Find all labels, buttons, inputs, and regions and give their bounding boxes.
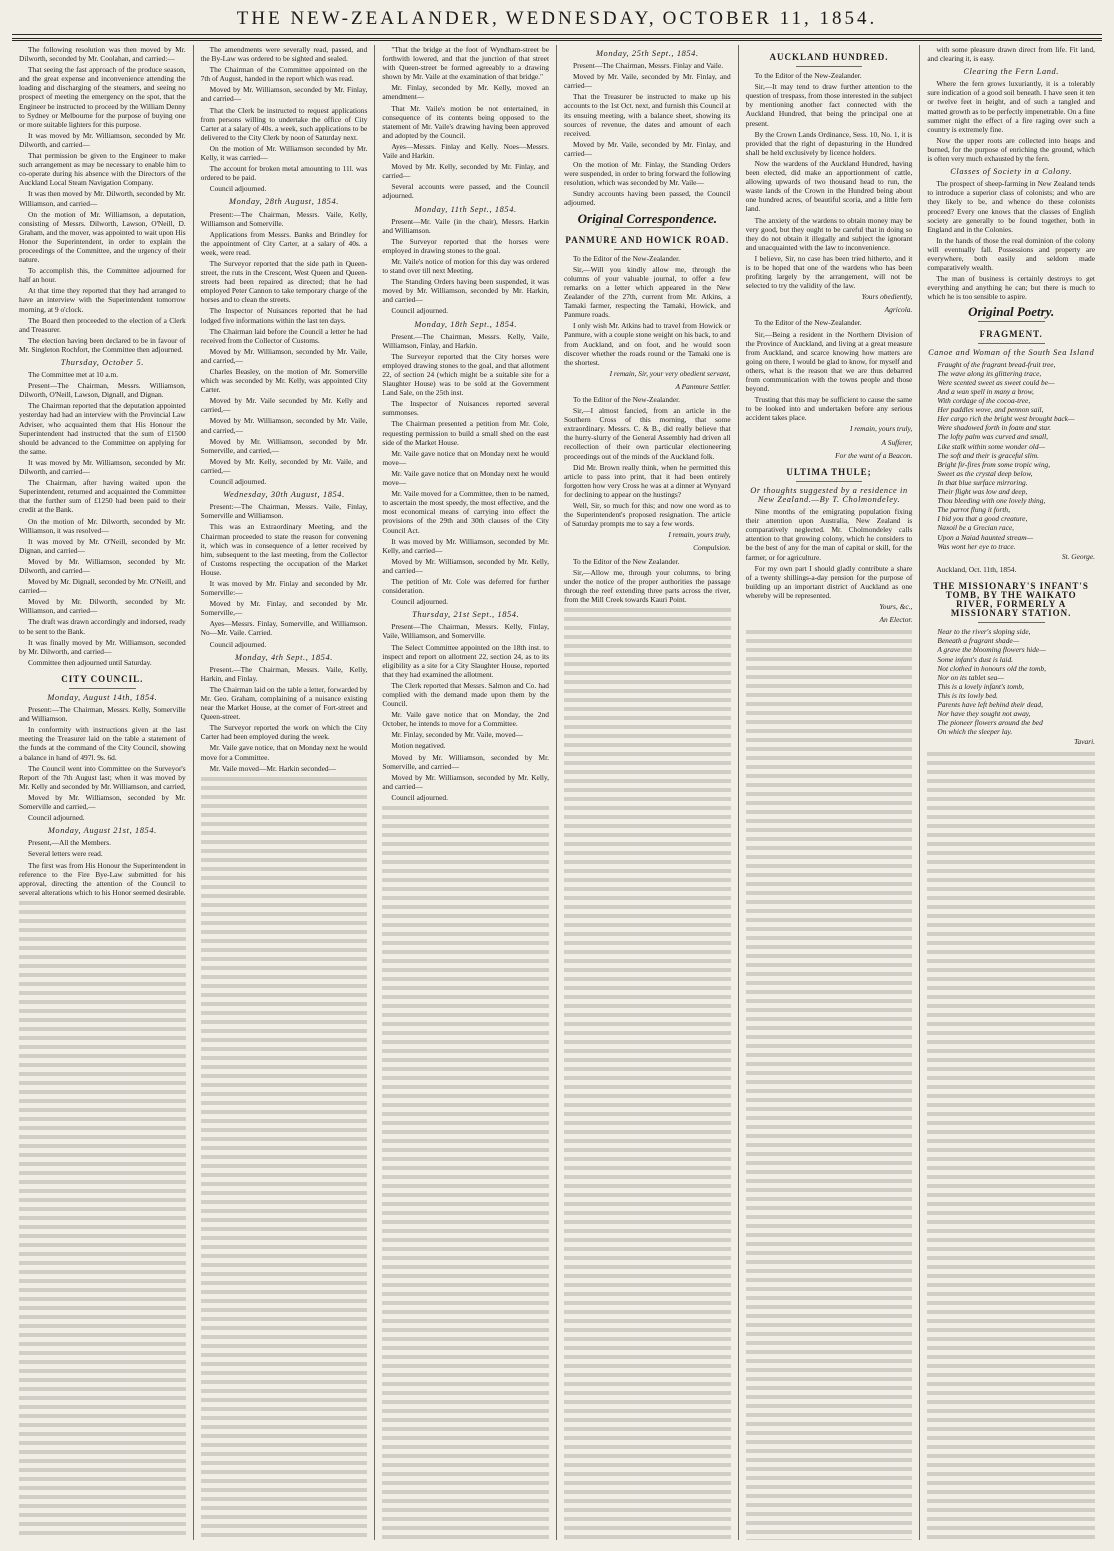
section-heading: THE MISSIONARY'S INFANT'S TOMB, BY THE WAIKATO RIVER, FORMERLY A MISSIONARY STATION. xyxy=(933,580,1089,619)
paragraph: To the Editor of the New-Zealander. xyxy=(754,318,862,328)
body-text-lines xyxy=(746,628,913,1540)
signature: A Panmure Settler. xyxy=(675,381,731,391)
signature: Yours, &c., xyxy=(879,601,913,611)
column-3 xyxy=(375,45,557,1540)
signature: Tavari. xyxy=(1074,737,1095,747)
paragraph: The Inspector of Nuisances reported several summonses. xyxy=(382,399,549,418)
paragraph: Moved by Mr. Kelly, seconded by Mr. Finlay, and carried— xyxy=(382,162,549,181)
dateline: Thursday, October 5. xyxy=(60,358,144,367)
poem-line: Naxoil be a Grecian race, xyxy=(937,523,1015,533)
poem-line: Their flight was low and deep, xyxy=(937,487,1028,497)
paragraph: The Chairman presented a petition from Mr. Cole, requesting permission to build a small shed on the east side of the Market House. xyxy=(382,419,549,447)
paragraph: To the Editor of the New-Zealander. xyxy=(754,71,862,81)
paragraph: Sir,—Will you kindly allow me, through the columns of your valuable journal, to offer a few remarks on a letter which appeared in the New Zealander of the 27th, current from Mr. Atkins, a Tamaki farmer, respecting the Tamaki, Howick, and Panmure roads. xyxy=(564,264,731,320)
paragraph: Nine months of the emigrating population fixing their attention upon Australia, New Zealand is comparatively neglected. Mr. Cholmondeley calls attention to that growing colony, which he considers to be the best of any for the man of capital or skill, for the farmer, or for agriculture. xyxy=(745,507,913,562)
section-rule xyxy=(614,249,681,250)
poem-line: And a wan spell in many a brow, xyxy=(937,387,1034,396)
poem-line: The parrot flung it forth, xyxy=(937,505,1010,515)
paragraph: The Surveyor reported that the side path in Queen-street, the ruts in the Crescent, West Queen and Queen-streets had been repaired as directed; that he had employed Peter Cannon to take temporary charge of the horses and to clean the streets. xyxy=(200,258,368,305)
dateline: Canoe and Woman of the South Sea Island xyxy=(928,347,1095,357)
dateline: Wednesday, 30th August, 1854. xyxy=(223,490,345,500)
paragraph: Council adjourned. xyxy=(391,306,448,316)
signature: I remain, yours truly, xyxy=(849,424,913,434)
paragraph: with some pleasure drawn direct from life. Fit land, and clearing it, is easy. xyxy=(927,45,1095,64)
paragraph: For my own part I should gladly contribute a share of a twenty shillings-a-day pension for the purpose of building up an important district of Auckland as one whereby will be represented. xyxy=(745,563,913,600)
section-rule xyxy=(978,321,1045,322)
paragraph: Trusting that this may be sufficient to cause the same to be looked into and undertaken before any serious accident takes place. xyxy=(745,395,913,423)
paragraph: Moved by Mr. Vaile, seconded by Mr. Finlay, and carried— xyxy=(564,139,731,158)
masthead-double-rule xyxy=(12,38,1102,41)
signature: For the want of a Beacon. xyxy=(835,450,913,460)
paragraph: The account for broken metal amounting to 11l. was ordered to be paid. xyxy=(200,164,368,183)
columns xyxy=(12,45,1102,1540)
dateline: Monday, August 14th, 1854. xyxy=(47,693,158,702)
paragraph: Several accounts were passed, and the Council adjourned. xyxy=(382,182,549,201)
signature: I remain, yours truly, xyxy=(668,530,731,540)
paragraph: That the Clerk be instructed to request applications from persons willing to undertake the office of City Carter at a salary of 40s. a week, such applications to be delivered to the City Clerk by noon of Saturday next. xyxy=(200,105,368,142)
paragraph: The man of business is certainly destroys to get everything and anything he can; but there is much to which he is too sensible to aspire. xyxy=(927,274,1095,302)
paragraph: Ayes—Messrs. Finlay, Somerville, and Williamson. No—Mr. Vaile. Carried. xyxy=(200,619,368,638)
paragraph: It was moved by Mr. Williamson, seconded by Mr. Dilworth, and carried— xyxy=(19,130,186,149)
paragraph: Present:—The Chairman, Messrs. Vaile, Kelly, Williamson and Somerville. xyxy=(200,209,368,228)
paragraph: This was an Extraordinary Meeting, and the Chairman proceeded to state the reason for convening it, which was in consequence of a letter received by him, subsequent to the last meeting, from the Collector of Customs respecting the occupation of the Market House. xyxy=(200,522,368,577)
paragraph: The petition of Mr. Cole was deferred for further consideration. xyxy=(382,576,549,596)
paragraph: Council adjourned. xyxy=(391,597,448,607)
body-text-lines xyxy=(19,899,186,1540)
paragraph: It was then moved by Mr. Dilworth, seconded by Mr. Williamson, and carried— xyxy=(19,189,186,208)
paragraph: Present—The Chairman, Messrs. Finlay and Vaile. xyxy=(573,61,724,71)
column-5 xyxy=(739,45,921,1540)
section-rule xyxy=(69,688,136,689)
signature: Agricola. xyxy=(884,305,913,315)
poem-stanza xyxy=(927,360,1095,551)
paragraph: In the hands of those the real dominion of the colony will eventually fall. Possessions and property are everywhere, both easily and seldom made comparatively wealth. xyxy=(927,235,1095,273)
signature: St. George. xyxy=(1061,551,1095,561)
poem-line: Like stalk within some wonder old— xyxy=(937,441,1046,451)
paragraph: Mr. Finlay, seconded by Mr. Kelly, moved an amendment— xyxy=(382,83,549,102)
paragraph: The Council went into Committee on the Surveyor's Report of the 7th August last; when it was moved by Mr. Kelly and seconded by Mr. Williamson, and carried, xyxy=(19,763,186,791)
paragraph: That permission be given to the Engineer to make such arrangement as may be necessary to enable him to co-operate during his absence with the Directors of the Auckland Local Steam Navigation Company. xyxy=(19,151,186,188)
paragraph: Moved by Mr. Finlay, and seconded by Mr. Somerville,— xyxy=(200,599,368,618)
dateline: Or thoughts suggested by a residence in New Zealand.—By T. Cholmondeley. xyxy=(750,485,908,504)
poem-line: Not clothed in honours old the tomb, xyxy=(937,663,1046,673)
section-banner: Original Poetry. xyxy=(968,304,1055,320)
paragraph: Council adjourned. xyxy=(209,184,267,194)
section-rule xyxy=(796,481,863,482)
paragraph: Committee then adjourned until Saturday. xyxy=(28,657,152,667)
body-text-lines xyxy=(201,775,368,1540)
paragraph: Well, Sir, so much for this; and now one word as to the Superintendent's proposed resignation. The article of Saturday prompts me to say a few words. xyxy=(564,501,731,529)
paragraph: The Chairman, after having waited upon the Superintendent, returned and acquainted the Committee that the further sum of £1250 had been paid to their credit at the Bank. xyxy=(19,478,186,515)
paragraph: Moved by Mr. Vaile seconded by Mr. Kelly and carried,— xyxy=(200,396,368,415)
column-4 xyxy=(557,45,739,1540)
paragraph: The amendments were severally read, passed, and the By-Law was ordered to be sighted and sealed. xyxy=(200,45,368,64)
paragraph: The Committee met at 10 a.m. xyxy=(28,370,119,380)
poem-line: This is a lovely infant's tomb, xyxy=(937,681,1024,691)
paragraph: Several letters were read. xyxy=(28,849,103,859)
poem-line: Thou bleeding with one lovely thing, xyxy=(937,496,1046,506)
paragraph: The first was from His Honour the Superintendent in reference to the Fire Bye-Law submitted for his approval, directing the attention of the Council to several alterations which to his Honor seemed desirable. xyxy=(19,860,186,897)
paragraph: On the motion of Mr. Dilworth, seconded by Mr. Williamson, it was resolved— xyxy=(19,516,186,535)
paragraph: It was moved by Mr. Williamson, seconded by Mr. Dilworth, and carried— xyxy=(19,457,186,477)
paragraph: Moved by Mr. Kelly, seconded by Mr. Vaile, and carried,— xyxy=(200,456,368,475)
poem-line: The lofty palm was curved and small, xyxy=(937,432,1048,442)
signature: I remain, Sir, your very obedient servant, xyxy=(609,368,731,378)
column-1 xyxy=(12,45,194,1540)
dateline: Monday, 4th Sept., 1854. xyxy=(235,652,333,662)
poem-line: A grave the blooming flowers hide— xyxy=(937,645,1046,655)
paragraph: I believe, Sir, no case has been tried hitherto, and it is to be hoped that one of the wardens who has been profiting largely by the arrangement, will not be selected to try the validity of the law. xyxy=(745,253,913,291)
paragraph: Present:—The Chairman, Messrs. Vaile, Finlay, Somerville and Williamson. xyxy=(200,502,368,521)
paragraph: Now the upper roots are collected into heaps and burned, for the purpose of enriching the ground, which is often very much exhausted by the fern. xyxy=(927,135,1095,164)
paragraph: To accomplish this, the Committee adjourned for half an hour. xyxy=(19,266,186,285)
poem-line: Beneath a fragrant shade— xyxy=(937,636,1020,646)
paragraph: Mr. Vaile gave notice that on Monday, the 2nd October, he intends to move for a Committee. xyxy=(382,710,549,729)
masthead-date: OCTOBER 11, 1854. xyxy=(662,8,878,29)
paragraph: Moved by Mr. Williamson, seconded by Mr. Kelly, and carried— xyxy=(382,772,549,791)
section-rule xyxy=(978,622,1045,623)
paragraph: Sir,—Being a resident in the Northern Division of the Province of Auckland, and living at a great measure from Auckland, and scarce knowing how matters are going on there, I would be glad to know, for myself and others, what is the reason that we are thus debarred from communication with the towns people and those beyond. xyxy=(745,329,913,394)
paragraph: Council adjourned. xyxy=(28,813,85,823)
paragraph: The Chairman reported that the deputation appointed yesterday had had an interview with the Provincial Law Adviser, who acquainted them that His Honour the Superintendent had instructed that the sum of £1500 should be advanced to the Committee on applying for the same. xyxy=(19,401,186,456)
paragraph: Sir,—I almost fancied, from an article in the Southern Cross of this morning, that some extraordinary. Messrs. C. & B., did really believe that the hurry-slurry of the General Assembly had driven all recollection of their own particular electioneering proceedings out of the minds of the Auckland folk. xyxy=(564,406,731,461)
paragraph: I only wish Mr. Atkins had to travel from Howick or Panmure, with a couple stone weight on his back, to and from Auckland, and on foot, and he would soon discover whether the roads round or the Tamaki one is the shortest. xyxy=(564,321,731,367)
paragraph: Mr. Vaile gave notice, that on Monday next he would move for a Committee. xyxy=(200,743,368,762)
paragraph: Moved by Mr. Williamson, seconded by Mr. Somerville and carried,— xyxy=(19,792,186,812)
dateline: Monday, 28th August, 1854. xyxy=(229,197,339,207)
paragraph: The Board then proceeded to the election of a Clerk and Treasurer. xyxy=(19,315,186,334)
section-rule xyxy=(978,343,1045,344)
paragraph: The Surveyor reported that the City horses were employed drawing stones to the goal, and that allotment 22, of section 24 (which might be a suitable site for a Slaughter House) was to be sold at the Government Land Sale, on the 25th inst. xyxy=(382,351,549,398)
paragraph: The Standing Orders having been suspended, it was moved by Mr. Williamson, seconded by Mr. Harkin, and carried— xyxy=(382,277,549,305)
paragraph: Present,—All the Members. xyxy=(28,838,111,848)
poem-line: The soft and their is graceful slim. xyxy=(937,450,1039,460)
poem-stanza xyxy=(927,627,1095,736)
body-text-lines xyxy=(927,750,1095,1540)
paragraph: That seeing the fast approach of the produce season, and the great expense and inconvenience attending the loading and discharging of the steamers, and seeing no prospect of meeting the emergency on the spot, that the Engineer be instructed to proceed by the William Denny to Sydney or Melbourne for the purpose of buying one or more suitable lighters for this purpose. xyxy=(19,65,186,129)
signature: Yours obediently, xyxy=(861,292,913,302)
paragraph: Mr. Vaile moved—Mr. Harkin seconded— xyxy=(209,763,336,773)
paragraph: Moved by Mr. Dilworth, seconded by Mr. Williamson, and carried— xyxy=(19,597,186,616)
paragraph: Mr. Vaile moved for a Committee, then to be named, to ascertain the most speedy, the most effective, and the most economical means of carrying into effect the provisions of the 29th and 30th clauses of the City Council Act. xyxy=(382,489,549,535)
paragraph: Present—The Chairman, Messrs. Kelly, Finlay, Vaile, Williamson, and Somerville. xyxy=(382,622,549,641)
paragraph: Moved by Mr. Williamson, seconded by Mr. Finlay, and carried— xyxy=(200,85,368,104)
paragraph: "That the bridge at the foot of Wyndham-street be forthwith lowered, and that the junction of that street with Queen-street be formed agreeably to a drawing shown by Mr. Vaile at the examination of that bridge." xyxy=(382,45,549,82)
paragraph: On the motion of Mr. Finlay, the Standing Orders were suspended, in order to bring forward the following resolution, which was seconded by Mr. Vaile— xyxy=(564,160,731,188)
paragraph: To the Editor of the New-Zealander. xyxy=(573,253,681,263)
paragraph: Present—Mr. Vaile (in the chair), Messrs. Harkin and Williamson. xyxy=(382,216,549,235)
paragraph: The Clerk reported that Messrs. Salmon and Co. had complied with the demand made upon them by the Council. xyxy=(382,680,549,709)
paragraph: Did Mr. Brown really think, when he permitted this article to pass into print, that it had been entirely forgotten how very Cross he was at a dinner at Wynyard for declining to appear on the hustings? xyxy=(564,462,731,499)
dateline: Clearing the Fern Land. xyxy=(963,67,1059,77)
paragraph: The Select Committee appointed on the 18th inst. to inspect and report on allotment 22, section 24, as to its eligibility as a site for a City Slaughter House, reported that they had examined the allotment. xyxy=(382,642,549,679)
paragraph: Moved by Mr. Dignall, seconded by Mr. O'Neill, and carried— xyxy=(19,577,186,596)
paragraph: In conformity with instructions given at the last meeting the Treasurer laid on the table a statement of the funds at the command of the City Council, showing a balance in hand of 497l. 9s. 6d. xyxy=(19,725,186,762)
signature: An Elector. xyxy=(879,615,913,625)
dateline: Thursday, 21st Sept., 1854. xyxy=(412,610,520,620)
paragraph: Applications from Messrs. Banks and Brindley for the appointment of City Carter, at a salary of 40s. a week, were read. xyxy=(200,229,368,257)
poem-line: The wave along its glittering trace, xyxy=(937,368,1042,378)
paragraph: Ayes—Messrs. Finlay and Kelly. Noes—Messrs. Vaile and Harkin. xyxy=(382,141,549,161)
paper-title: THE NEW-ZEALANDER, xyxy=(236,8,500,29)
paragraph: Where the fern grows luxuriantly, it is a tolerably sure indication of a good soil beneath. I have seen it ten or twelve feet in height, and of such a tangled and matted growth as to be perfectly impenetrable. On a fine summer night the effect of a fire raging over such a country is extremely fine. xyxy=(927,79,1095,134)
poem-line: Fraught of the fragrant bread-fruit tree, xyxy=(937,359,1056,369)
paragraph: Moved by Mr. Williamson, seconded by Mr. Kelly, and carried— xyxy=(382,556,549,575)
paragraph: By the Crown Lands Ordinance, Sess. 10, No. 1, it is provided that the right of depasturing in the Hundred shall be held exclusively by licence holders. xyxy=(745,129,913,157)
paragraph: Council adjourned. xyxy=(209,477,267,487)
paragraph: It was moved by Mr. O'Neill, seconded by Mr. Dignan, and carried— xyxy=(19,536,186,555)
poem-line: Her cargo rich the bright west brought back— xyxy=(937,414,1075,424)
poem-line: Her paddles wove, and pennon sail, xyxy=(937,405,1044,415)
paragraph: Moved by Mr. Williamson, seconded by Mr. Dilworth, and carried— xyxy=(19,556,186,575)
paragraph: The draft was drawn accordingly and indorsed, ready to be sent to the Bank. xyxy=(19,617,186,636)
paragraph: Council adjourned. xyxy=(209,639,267,649)
paragraph: Now the wardens of the Auckland Hundred, having been elected, did make an apportionment of cattle, allowing upwards of two thousand head to run, the waste lands of the Crown in the Hundred being about one hundred acres, of beautiful scoria, and a little fern land. xyxy=(745,158,913,214)
paragraph: It was finally moved by Mr. Williamson, seconded by Mr. Dilworth, and carried— xyxy=(19,637,186,656)
paragraph: On the motion of Mr. Williamson, a deputation, consisting of Messrs. Dilworth, Lawson, O'Neill, D. Graham, and the mover, was appointed to wait upon His Honor the Superintendent, in order to explain the proceedings of the Committee, and the urgency of their nature. xyxy=(19,209,186,265)
paragraph: That Mr. Vaile's motion be not entertained, in consequence of its contents being opposed to the statement of Mr. Vaile's drawing having been approved and adopted by the Council. xyxy=(382,103,549,140)
signature: A Sufferer, xyxy=(881,437,913,447)
paragraph: Present—The Chairman, Messrs. Williamson, Dilworth, O'Neill, Lawson, Dignall, and Dignan. xyxy=(19,381,186,400)
paragraph: The Chairman laid before the Council a letter he had received from the Collector of Customs. xyxy=(200,326,368,345)
column-6 xyxy=(920,45,1102,1540)
paragraph: The anxiety of the wardens to obtain money may be very good, but they ought to be careful that in doing so they do not obtain it illegally and subject the ignorant and unacquainted with the law to inconvenience. xyxy=(745,215,913,252)
paragraph: The Surveyor reported the work on which the City Carter had been employed during the week. xyxy=(200,723,368,742)
paragraph: Mr. Finlay, seconded by Mr. Vaile, moved— xyxy=(391,730,523,740)
masthead-rule xyxy=(12,34,1102,35)
poem-line: On which the sleeper lay. xyxy=(937,727,1013,737)
poem-line: Parents have left behind their dead, xyxy=(937,700,1043,709)
paragraph: Present:—The Chairman, Messrs. Kelly, Somerville and Williamson. xyxy=(19,705,186,724)
column-2 xyxy=(194,45,376,1540)
paragraph: The Inspector of Nuisances reported that he had lodged five informations within the last ten days. xyxy=(200,306,368,325)
paragraph: That the Treasurer be instructed to make up his accounts to the 1st Oct. next, and furnish this Council at its ensuing meeting, with a balance sheet, showing its sources of revenue, the dates and amount of each received. xyxy=(564,92,731,138)
section-banner: Original Correspondence. xyxy=(577,210,718,226)
paragraph: To the Editor of the New-Zealander. xyxy=(573,395,681,404)
paragraph: The Chairman laid on the table a letter, forwarded by Mr. Geo. Graham, complaining of a nuisance existing near the Market House, at the corner of Fort-street and Queen-street. xyxy=(200,684,368,722)
paragraph: Council adjourned. xyxy=(391,792,448,802)
poem-line: Bright fir-fires from some tropic wing, xyxy=(937,459,1051,469)
paragraph: Moved by Mr. Williamson, seconded by Mr. Somerville, and carried,— xyxy=(200,436,368,455)
paragraph: Moved by Mr. Williamson, seconded by Mr. Vaile, and carried,— xyxy=(200,346,368,365)
body-text-lines xyxy=(382,804,549,1540)
paragraph: Moved by Mr. Williamson, seconded by Mr. Vaile, and carried,— xyxy=(200,416,368,435)
section-rule xyxy=(614,227,681,228)
poem-line: Sweet as the crystal deep below, xyxy=(937,468,1033,478)
poem-line: I bid you that a good creature, xyxy=(937,514,1028,524)
paragraph: At that time they reported that they had arranged to have an interview with the Superintendent tomorrow morning, at 9 o'clock. xyxy=(19,286,186,314)
poem-line: The pioneer flowers around the bed xyxy=(937,718,1043,728)
poem-line: Nor on its tablet sea— xyxy=(937,672,1004,682)
dateline: Monday, 25th Sept., 1854. xyxy=(595,49,699,58)
dateline: Classes of Society in a Colony. xyxy=(950,167,1073,177)
poem-line: Were scented sweet as sweet could be— xyxy=(937,377,1055,387)
paragraph: Mr. Vaile gave notice that on Monday next he would move— xyxy=(382,448,549,467)
paragraph: Mr. Vaile's notice of motion for this day was ordered to stand over till next Meeting. xyxy=(382,256,549,276)
poem-line: Near to the river's sloping side, xyxy=(937,627,1031,637)
paragraph: Moved by Mr. Williamson, seconded by Mr. Somerville, and carried— xyxy=(382,752,549,771)
masthead-day: WEDNESDAY, xyxy=(505,8,657,29)
poem-line: Was wont her eye to trace. xyxy=(937,541,1016,551)
paragraph: The election having been declared to be in favour of Mr. Singleton Rochfort, the Committee then adjourned. xyxy=(19,335,186,354)
dateline: Monday, 11th Sept., 1854. xyxy=(414,204,517,214)
paragraph: Charles Beasley, on the motion of Mr. Somerville which was seconded by Mr. Kelly, was appointed City Carter. xyxy=(200,367,368,395)
paragraph: Sir,—Allow me, through your columns, to bring under the notice of the proper authorities the passage through the reef extending three parts across the river, from the Mill Creek towards Kauri Point. xyxy=(564,567,731,604)
paragraph: To the Editor of the New Zealander. xyxy=(573,556,680,566)
signature: Compulsion. xyxy=(693,543,731,553)
poem-line: Some infant's dust is laid. xyxy=(937,654,1014,664)
paragraph: The prospect of sheep-farming in New Zealand tends to introduce a superior class of colonists; and who are they likely to be, and whence do these colonists proceed? Every one knows that the classes of English society are generally to be found together, both in England and in the Colonies. xyxy=(927,179,1095,234)
poem-line: In that blue surface mirroring. xyxy=(937,477,1028,487)
poem-line: Were shadowed forth in foam and star. xyxy=(937,423,1052,433)
section-heading: PANMURE AND HOWICK ROAD. xyxy=(565,234,730,245)
section-heading: ULTIMA THULE; xyxy=(786,466,872,477)
body-text-lines xyxy=(564,606,731,1540)
poem-line: This is its lowly bed. xyxy=(937,690,998,700)
paragraph: Mr. Vaile gave notice that on Monday next he would move— xyxy=(382,468,549,488)
section-heading: FRAGMENT. xyxy=(979,328,1043,339)
paragraph: The following resolution was then moved by Mr. Dilworth, seconded by Mr. Coolahan, and carried:— xyxy=(19,45,186,64)
paragraph: Moved by Mr. Vaile, seconded by Mr. Finlay, and carried— xyxy=(564,72,731,91)
section-heading: AUCKLAND HUNDRED. xyxy=(769,52,889,62)
paragraph: Present.—The Chairman, Messrs. Kelly, Vaile, Williamson, Finlay, and Harkin. xyxy=(382,331,549,350)
paragraph: Auckland, Oct. 11th, 1854. xyxy=(936,564,1017,574)
paragraph: Sir,—It may tend to draw further attention to the question of trespass, from those interested in the subject by mentioning another fact connected with the Auckland Hundred, that being the principal one at present. xyxy=(745,82,913,128)
dateline: Monday, August 21st, 1854. xyxy=(47,826,157,836)
section-heading: CITY COUNCIL. xyxy=(61,673,144,684)
masthead xyxy=(12,8,1102,34)
paragraph: It was moved by Mr. Williamson, seconded by Mr. Kelly, and carried— xyxy=(382,536,549,555)
paragraph: Present.—The Chairman, Messrs. Vaile, Kelly, Harkin, and Finlay. xyxy=(200,664,368,683)
poem-line: Nor have they sought not away, xyxy=(937,709,1031,719)
paragraph: It was moved by Mr. Finlay and seconded by Mr. Somerville:— xyxy=(200,578,368,598)
paragraph: The Chairman of the Committee appointed on the 7th of August, handed in the report which was read. xyxy=(200,65,368,84)
section-rule xyxy=(796,66,863,67)
poem-line: Upon a Naiad haunted stream— xyxy=(937,532,1034,542)
paragraph: The Surveyor reported that the horses were employed in drawing stones to the goal. xyxy=(382,236,549,255)
dateline: Monday, 18th Sept., 1854. xyxy=(414,319,518,329)
paragraph: Motion negatived. xyxy=(391,741,446,751)
paragraph: On the motion of Mr. Williamson seconded by Mr. Kelly, it was carried— xyxy=(200,143,368,163)
paragraph: Sundry accounts having been passed, the Council adjourned. xyxy=(564,189,731,208)
poem-line: With cordage of the cocoa-tree, xyxy=(937,396,1031,406)
